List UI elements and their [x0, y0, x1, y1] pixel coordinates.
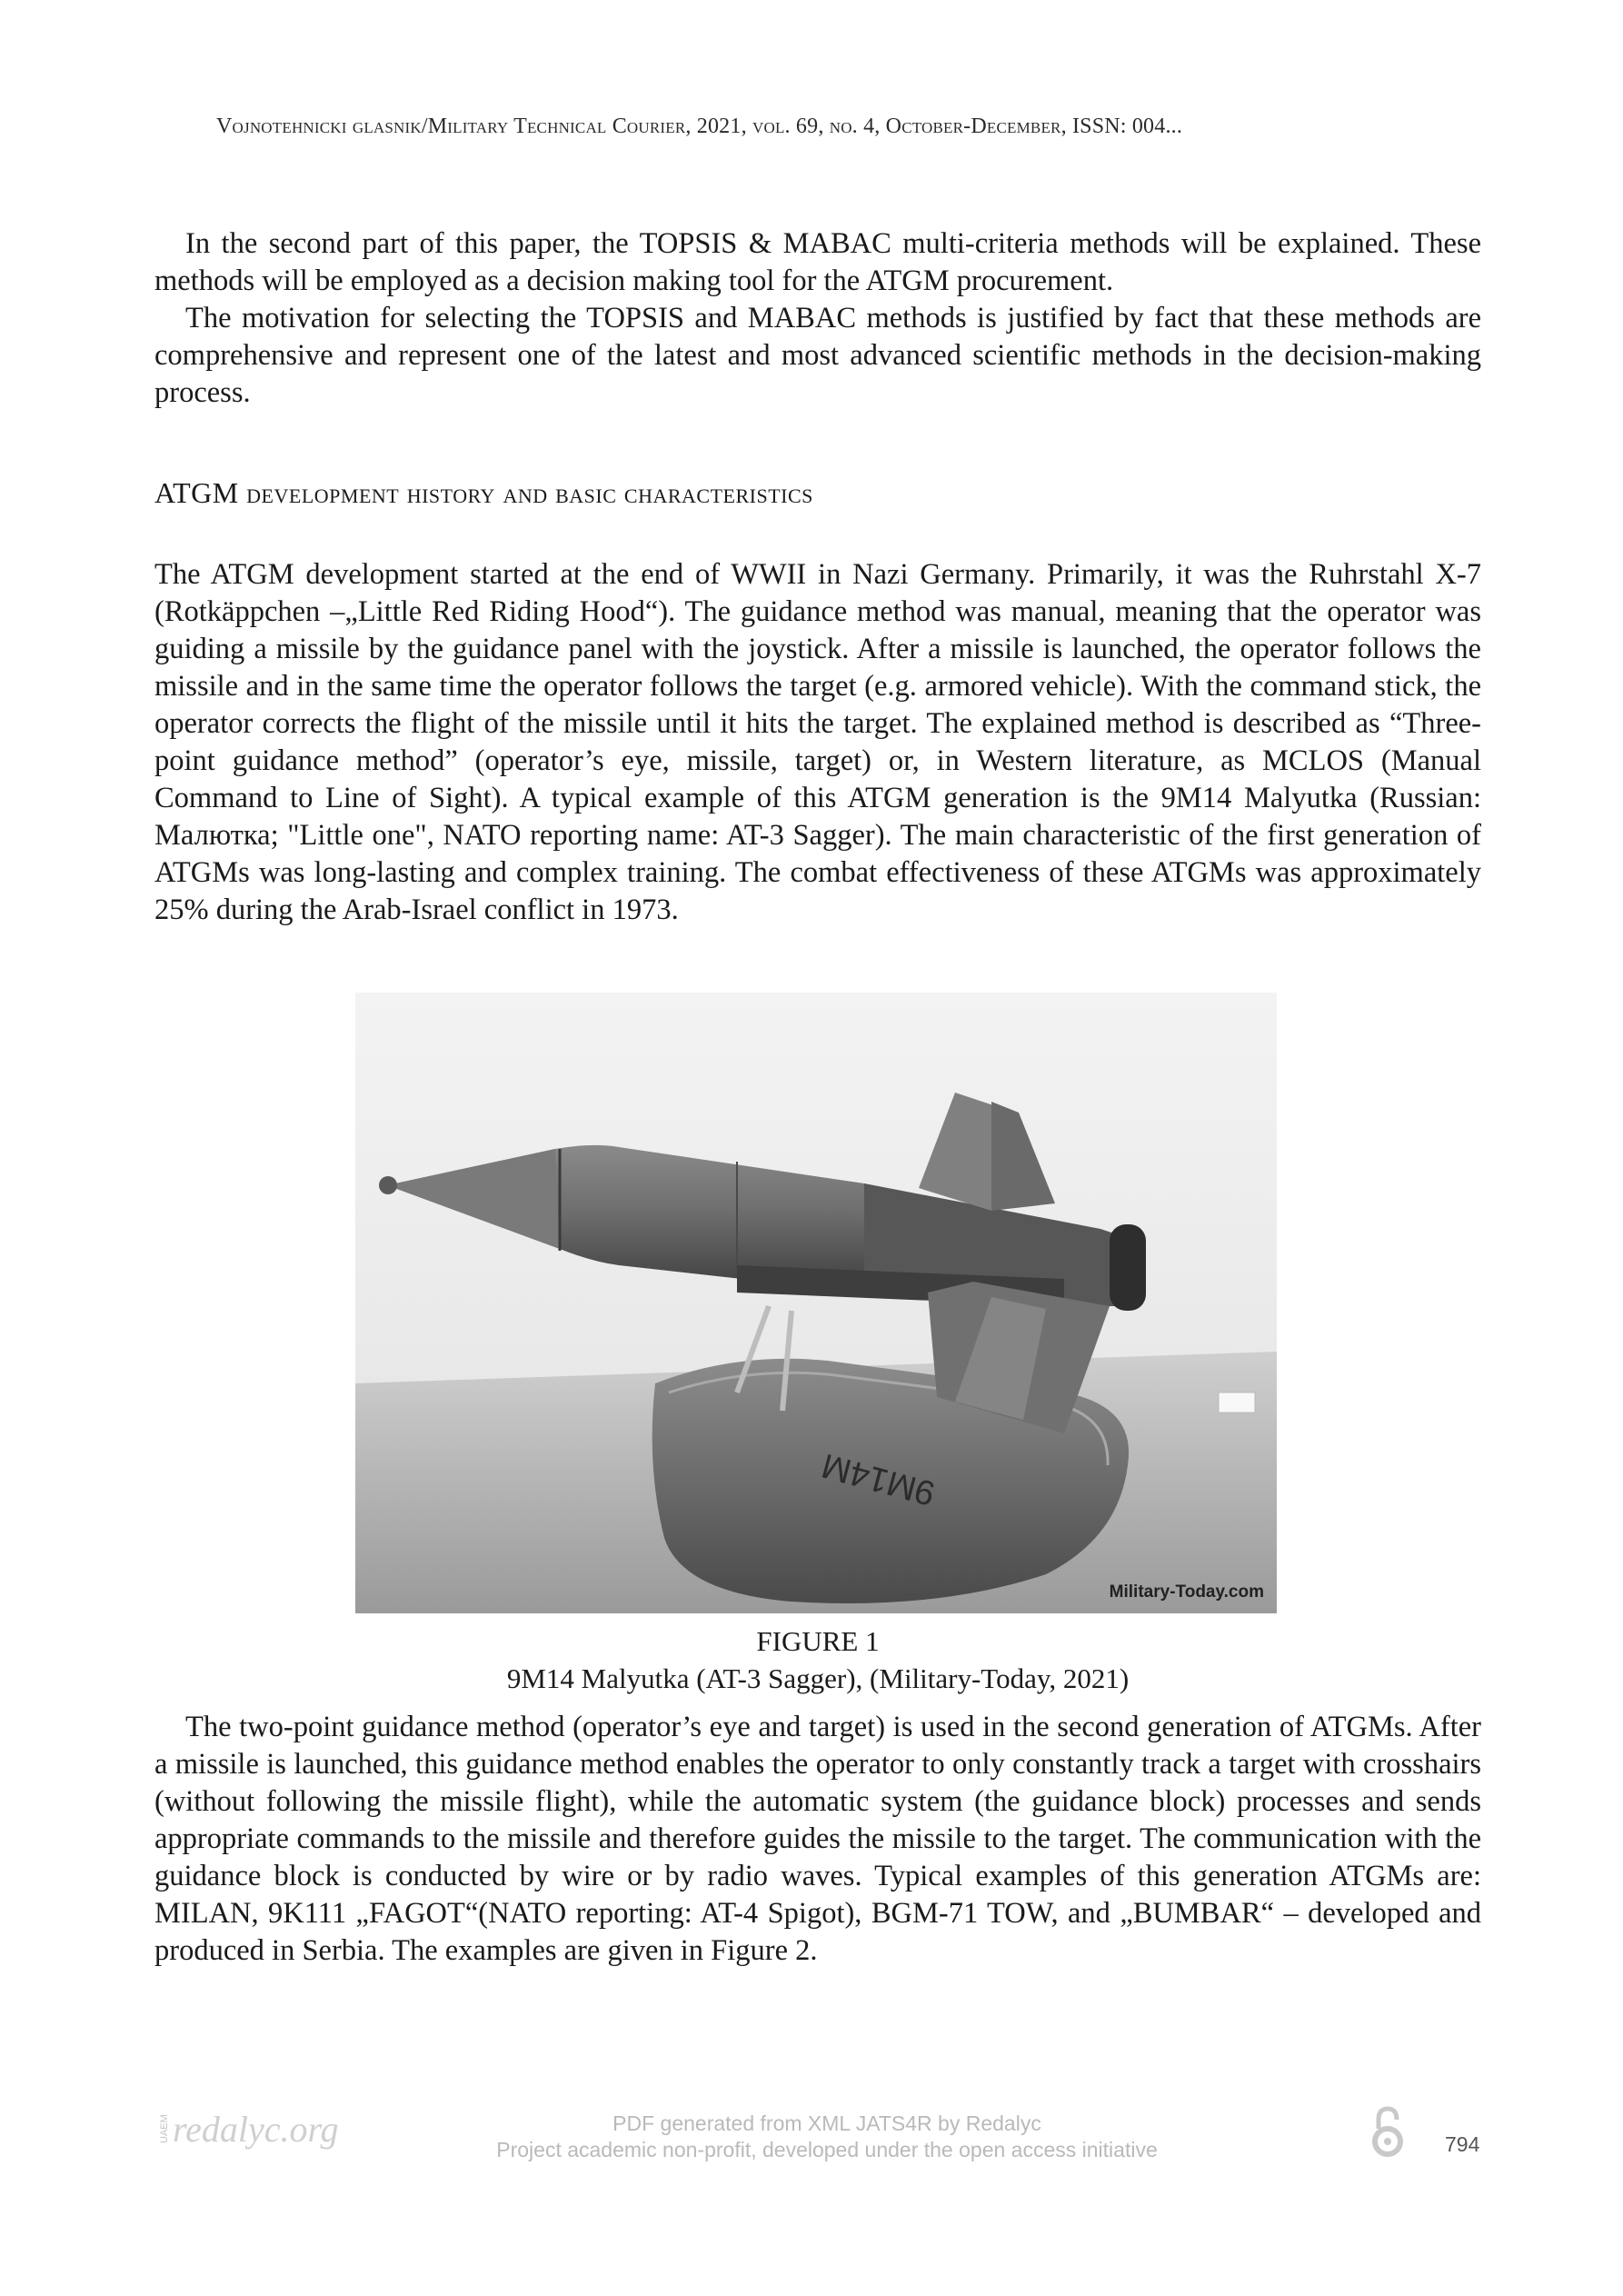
footer-line-1: PDF generated from XML JATS4R by Redalyc [612, 2111, 1041, 2135]
redalyc-logo [153, 2101, 362, 2156]
history-section [154, 556, 1481, 929]
intro-paragraph-1: In the second part of this paper, the TOPSIS & MABAC multi-criteria methods will be explained. These methods will be employed as a decision making tool for the ATGM procurement. [154, 227, 1481, 297]
photo-watermark: Military-Today.com [1109, 1582, 1264, 1602]
figure-1-photo [355, 993, 1277, 1613]
figure-caption [154, 1622, 1481, 1697]
case-marking: 9M14M [818, 1445, 940, 1512]
footer-line-2: Project academic non-profit, developed under the open access initiative [496, 2138, 1158, 2161]
figure-label: FIGURE 1 [756, 1625, 880, 1657]
footer-text [454, 2111, 1200, 2163]
page-number: 794 [1445, 2132, 1480, 2156]
history-paragraph: The ATGM development started at the end of WWII in Nazi Germany. Primarily, it was the Ruhrstahl X-7 (Rotkäppchen –„Little Red Riding Hood“). The guidance method was manual, meaning that the operator was guiding a missile by the guidance panel with the joystick. After a missile is launched, the operator follows the missile and in the same time the operator follows the target (e.g. armored vehicle). With the command stick, the operator corrects the flight of the missile until it hits the target. The explained method is described as “Three-point guidance method” (operator’s eye, missile, target) or, in Western literature, as MCLOS (Manual Command to Line of Sight). A typical example of this ATGM generation is the 9M14 Malyutka (Russian: Малютка; "Little one", NATO reporting name: AT-3 Sagger). The main characteristic of the first generation of ATGMs was long-lasting and complex training. The combat effectiveness of these ATGMs was approximately 25% during the Arab-Israel conflict in 1973. [154, 558, 1481, 926]
intro-section [154, 225, 1481, 412]
logo-side-text: UAEM [159, 2114, 170, 2143]
intro-paragraph-2: The motivation for selecting the TOPSIS and MABAC methods is justified by fact that these methods are comprehensive and represent one of the latest and most advanced scientific methods in the decision-making process. [154, 302, 1481, 409]
second-generation-paragraph: The two-point guidance method (operator’s eye and target) is used in the second generation of ATGMs. After a missile is launched, this guidance method enables the operator to only constantly track a target with crosshairs (without following the missile flight), while the automatic system (the guidance block) processes and sends appropriate commands to the missile and therefore guides the missile to the target. The communication with the guidance block is conducted by wire or by radio waves. Typical examples of this generation ATGMs are: MILAN, 9K111 „FAGOT“(NATO reporting: AT-4 Spigot), BGM-71 TOW, and „BUMBAR“ – developed and produced in Serbia. The examples are given in Figure 2. [154, 1711, 1481, 1967]
running-head: Vojnotehnicki glasnik/Military Technical Courier, 2021, vol. 69, no. 4, October-December, ISSN: 004... [216, 115, 1183, 138]
section-heading: ATGM development history and basic characteristics [154, 476, 813, 509]
figure-caption-text: 9M14 Malyutka (AT-3 Sagger), (Military-Today, 2021) [506, 1662, 1130, 1694]
second-generation-section [154, 1709, 1481, 1970]
logo-text: redalyc.org [173, 2109, 339, 2150]
open-access-icon [1370, 2105, 1405, 2160]
